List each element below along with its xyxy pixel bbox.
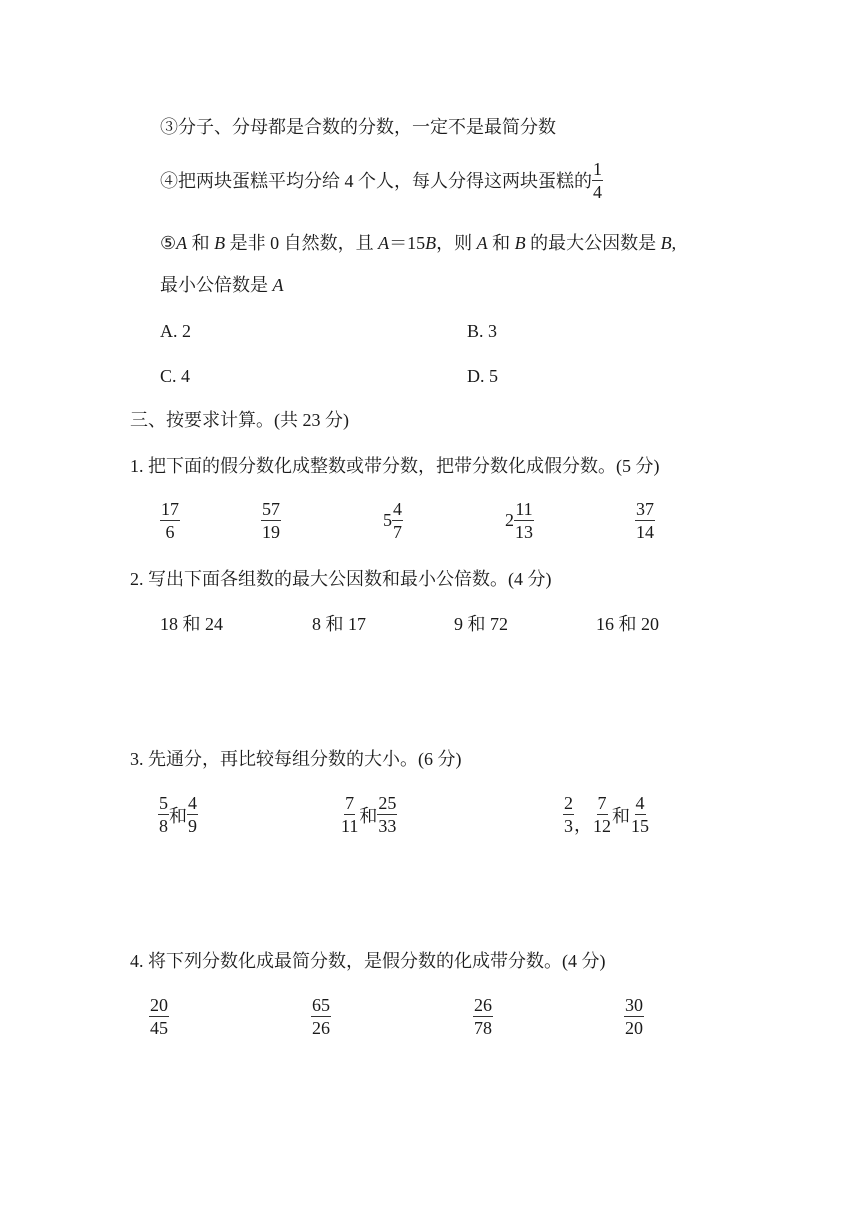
separator: ， bbox=[574, 815, 592, 835]
var-a: A bbox=[272, 275, 284, 295]
q3-group-3 bbox=[563, 792, 650, 837]
fraction bbox=[261, 498, 281, 543]
option-c[interactable]: C. 4 bbox=[160, 366, 191, 386]
q3-group-1 bbox=[158, 792, 198, 837]
text-fragment: 是非 0 自然数，且 bbox=[225, 233, 379, 253]
fraction bbox=[563, 792, 574, 837]
text-fragment: ＝15 bbox=[389, 233, 426, 253]
numerator: 57 bbox=[262, 499, 280, 519]
and-word: 和 bbox=[612, 805, 630, 826]
statement-4 bbox=[160, 158, 603, 203]
numerator: 7 bbox=[345, 793, 355, 813]
fraction bbox=[514, 498, 534, 543]
numerator: 4 bbox=[635, 793, 645, 813]
and-word: 和 bbox=[359, 805, 378, 826]
denominator: 33 bbox=[378, 816, 397, 836]
var-a: A bbox=[476, 233, 488, 253]
numerator: 17 bbox=[161, 499, 179, 519]
numerator: 20 bbox=[150, 995, 168, 1015]
numerator: 25 bbox=[378, 793, 397, 813]
q2-item-2: 8 和 17 bbox=[312, 614, 366, 634]
q1-item-3 bbox=[383, 498, 403, 543]
text-fragment: 最小公倍数是 bbox=[160, 275, 273, 295]
statement-4-text: ④把两块蛋糕平均分给 4 个人，每人分得这两块蛋糕的 bbox=[160, 170, 592, 191]
var-b: B bbox=[660, 233, 672, 253]
denominator: 13 bbox=[515, 522, 533, 542]
denominator: 6 bbox=[165, 522, 175, 542]
statement-5-marker: ⑤ bbox=[160, 233, 177, 253]
fraction bbox=[187, 792, 198, 837]
var-b: B bbox=[425, 233, 437, 253]
question-3: 3. 先通分，再比较每组分数的大小。(6 分) bbox=[130, 749, 462, 769]
fraction bbox=[311, 994, 331, 1039]
denominator: 9 bbox=[188, 816, 197, 836]
numerator: 5 bbox=[159, 793, 168, 813]
text-fragment: 和 bbox=[187, 233, 215, 253]
denominator: 11 bbox=[341, 816, 359, 836]
text-fragment: 和 bbox=[487, 233, 515, 253]
denominator: 4 bbox=[593, 182, 602, 202]
numerator: 1 bbox=[593, 159, 602, 179]
numerator: 7 bbox=[597, 793, 607, 813]
denominator: 14 bbox=[636, 522, 654, 542]
q1-item-1 bbox=[160, 498, 180, 543]
fraction bbox=[473, 994, 493, 1039]
numerator: 11 bbox=[515, 499, 533, 519]
denominator: 78 bbox=[474, 1018, 492, 1038]
fraction bbox=[635, 498, 655, 543]
q3-group-2 bbox=[340, 792, 397, 837]
denominator: 3 bbox=[564, 816, 573, 836]
q4-item-1 bbox=[149, 994, 169, 1039]
numerator: 4 bbox=[393, 499, 402, 519]
whole-part: 2 bbox=[505, 510, 514, 530]
q2-item-1: 18 和 24 bbox=[160, 614, 223, 634]
numerator: 2 bbox=[564, 793, 573, 813]
statement-5-line2 bbox=[160, 274, 284, 296]
option-b[interactable]: B. 3 bbox=[467, 321, 498, 341]
numerator: 4 bbox=[188, 793, 197, 813]
statement-3: ③分子、分母都是合数的分数，一定不是最简分数 bbox=[160, 117, 556, 137]
var-a: A bbox=[176, 233, 188, 253]
option-d[interactable]: D. 5 bbox=[467, 366, 498, 386]
denominator: 7 bbox=[393, 522, 402, 542]
question-4: 4. 将下列分数化成最简分数，是假分数的化成带分数。(4 分) bbox=[130, 951, 606, 971]
numerator: 26 bbox=[474, 995, 492, 1015]
fraction bbox=[392, 498, 403, 543]
var-b: B bbox=[214, 233, 226, 253]
fraction bbox=[160, 498, 180, 543]
text-fragment: 的最大公因数是 bbox=[525, 233, 661, 253]
question-2: 2. 写出下面各组数的最大公因数和最小公倍数。(4 分) bbox=[130, 569, 552, 589]
q1-item-5 bbox=[635, 498, 655, 543]
statement-5-line1 bbox=[160, 232, 676, 254]
denominator: 12 bbox=[593, 816, 611, 836]
denominator: 19 bbox=[262, 522, 280, 542]
fraction bbox=[158, 792, 169, 837]
numerator: 65 bbox=[312, 995, 330, 1015]
denominator: 15 bbox=[631, 816, 649, 836]
section-title: 三、按要求计算。(共 23 分) bbox=[130, 410, 349, 430]
denominator: 26 bbox=[312, 1018, 330, 1038]
fraction bbox=[630, 792, 650, 837]
denominator: 45 bbox=[150, 1018, 168, 1038]
q2-item-4: 16 和 20 bbox=[596, 614, 659, 634]
q4-item-2 bbox=[311, 994, 331, 1039]
text-fragment: ，则 bbox=[436, 233, 477, 253]
fraction bbox=[624, 994, 644, 1039]
q4-item-4 bbox=[624, 994, 644, 1039]
fraction bbox=[340, 792, 359, 837]
denominator: 8 bbox=[159, 816, 168, 836]
q1-item-4 bbox=[505, 498, 534, 543]
text-fragment: , bbox=[671, 233, 677, 253]
fraction bbox=[149, 994, 169, 1039]
var-a: A bbox=[378, 233, 390, 253]
q2-item-3: 9 和 72 bbox=[454, 614, 508, 634]
option-a[interactable]: A. 2 bbox=[160, 321, 191, 341]
numerator: 37 bbox=[636, 499, 654, 519]
numerator: 30 bbox=[625, 995, 643, 1015]
fraction bbox=[592, 792, 612, 837]
and-word: 和 bbox=[169, 805, 187, 826]
fraction bbox=[592, 158, 603, 203]
whole-part: 5 bbox=[383, 510, 392, 530]
question-1: 1. 把下面的假分数化成整数或带分数，把带分数化成假分数。(5 分) bbox=[130, 456, 660, 476]
q4-item-3 bbox=[473, 994, 493, 1039]
denominator: 20 bbox=[625, 1018, 643, 1038]
var-b: B bbox=[514, 233, 526, 253]
fraction bbox=[377, 792, 397, 837]
q1-item-2 bbox=[261, 498, 281, 543]
